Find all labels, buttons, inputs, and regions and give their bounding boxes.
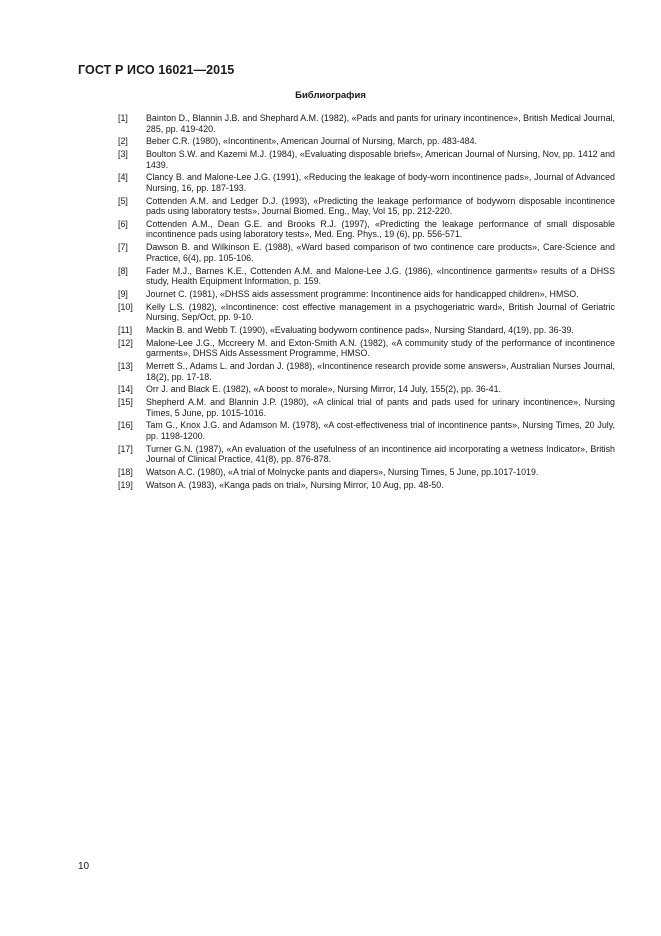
bibliography-item	[118, 338, 615, 359]
bibliography-item	[118, 172, 615, 193]
reference-number: [19]	[118, 479, 133, 490]
reference-text: Watson A. (1983), «Kanga pads on trial», Nursing Mirror, 10 Aug, pp. 48-50.	[146, 479, 444, 490]
bibliography-title: Библиография	[295, 90, 366, 101]
reference-number: [1]	[118, 113, 128, 123]
reference-number: [11]	[118, 324, 133, 335]
bibliography-item	[118, 113, 615, 134]
bibliography-item	[118, 289, 615, 300]
bibliography-item	[118, 149, 615, 170]
reference-number: [12]	[118, 337, 133, 348]
reference-text: Tam G., Knox J.G. and Adamson M. (1978), «A cost-effectiveness trial of incontinence pants», Nursing Times, 20 July, pp. 1198-1200.	[146, 420, 615, 441]
reference-number: [15]	[118, 397, 133, 408]
reference-text: Orr J. and Black E. (1982), «A boost to morale», Nursing Mirror, 14 July, 155(2), pp. 36-41.	[146, 384, 501, 395]
reference-text: Merrett S., Adams L. and Jordan J. (1988), «Incontinence research provide some answers», Australian Nurses Journal, 18(2), pp. 17-18.	[146, 361, 615, 382]
reference-number: [8]	[118, 265, 128, 276]
document-standard-header: ГОСТ Р ИСО 16021—2015	[78, 63, 235, 77]
bibliography-item	[118, 384, 615, 395]
bibliography-item	[118, 219, 615, 240]
reference-text: Journet C. (1981), «DHSS aids assessment programme: Incontinence aids for handicapped children», HMSO.	[146, 288, 579, 299]
reference-number: [16]	[118, 420, 133, 431]
reference-text: Dawson B. and Wilkinson E. (1988), «Ward based comparison of two continence care products», Care-Science and Practice, 6(4), pp. 105-106.	[146, 242, 615, 263]
bibliography-item	[118, 266, 615, 287]
reference-text: Bainton D., Blannin J.B. and Shephard A.M. (1982), «Pads and pants for urinary incontinence», British Medical Journal, 285, pp. 419-420.	[146, 113, 615, 134]
reference-number: [6]	[118, 218, 128, 229]
bibliography-item	[118, 242, 615, 263]
bibliography-item	[118, 361, 615, 382]
reference-number: [17]	[118, 443, 133, 454]
bibliography-item	[118, 302, 615, 323]
reference-text: Kelly L.S. (1982), «Incontinence: cost effective management in a psychogeriatric ward», British Journal of Geriatric Nursing, Sep/Oct, pp. 9-10.	[146, 301, 615, 323]
reference-number: [13]	[118, 361, 133, 372]
reference-text: Fader M.J., Barnes K.E., Cottenden A.M. and Malone-Lee J.G. (1986), «Incontinence garments» results of a DHSS study, Health Equipment Information, p. 159.	[146, 265, 615, 287]
reference-text: Clancy B. and Malone-Lee J.G. (1991), «Reducing the leakage of body-worn incontinence pads», Journal of Advanced Nursing, 16, pp. 187-193.	[146, 172, 615, 193]
bibliography-item	[118, 325, 615, 336]
reference-number: [10]	[118, 301, 133, 312]
reference-number: [4]	[118, 172, 128, 183]
reference-text: Shepherd A.M. and Blannin J.P. (1980), «A clinical trial of pants and pads used for urinary incontinence», Nursing Times, 5 June, pp. 1015-1016.	[146, 397, 615, 418]
reference-number: [5]	[118, 195, 128, 206]
reference-text: Boulton S.W. and Kazemi M.J. (1984), «Evaluating disposable briefs», American Journal of Nursing, Nov, pp. 1412 and 1439.	[146, 149, 615, 170]
reference-text: Malone-Lee J.G., Mccreery M. and Exton-Smith A.N. (1982), «A community study of the performance of incontinence garments», DHSS Aids Assessment Programme, HMSO.	[146, 337, 615, 359]
reference-number: [18]	[118, 467, 133, 478]
reference-text: Cottenden A.M. and Ledger D.J. (1993), «Predicting the leakage performance of bodyworn disposable incontinence pads using laboratory tests», Journal Biomed. Eng., May, Vol 15, pp. 212-220.	[146, 195, 615, 217]
bibliography-item	[118, 397, 615, 418]
reference-text: Beber C.R. (1980), «Incontinent», American Journal of Nursing, March, pp. 483-484.	[146, 136, 478, 147]
reference-text: Cottenden A.M., Dean G.E. and Brooks R.J. (1997), «Predicting the leakage performance of small disposable incontinence pads using laboratory tests», Med. Eng. Phys., 19 (6), pp. 556-571.	[146, 218, 615, 240]
reference-number: [9]	[118, 288, 128, 299]
bibliography-item	[118, 420, 615, 441]
reference-number: [2]	[118, 136, 128, 147]
bibliography-item	[118, 467, 615, 478]
bibliography-list	[118, 113, 615, 493]
bibliography-item	[118, 480, 615, 491]
bibliography-item	[118, 444, 615, 465]
bibliography-item	[118, 136, 615, 147]
reference-text: Watson A.C. (1980), «A trial of Molnycke pants and diapers», Nursing Times, 5 June, pp.1017-1019.	[146, 467, 539, 478]
bibliography-item	[118, 196, 615, 217]
reference-number: [7]	[118, 242, 128, 253]
reference-number: [3]	[118, 149, 128, 160]
reference-text: Mackin B. and Webb T. (1990), «Evaluating bodyworn continence pads», Nursing Standard, 4(19), pp. 36-39.	[146, 324, 574, 335]
reference-number: [14]	[118, 384, 133, 395]
reference-text: Turner G.N. (1987), «An evaluation of the usefulness of an incontinence aid incorporating a wetness Indicator», British Journal of Clinical Practice, 41(8), pp. 876-878.	[146, 443, 615, 465]
page-number: 10	[78, 861, 90, 872]
